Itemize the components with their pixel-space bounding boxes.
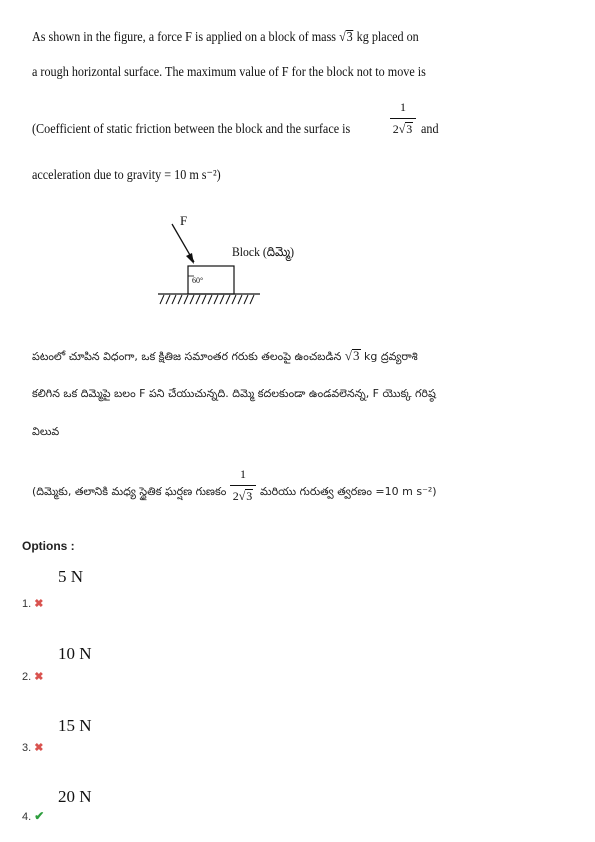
options-title: Options : xyxy=(22,539,75,553)
force-block-figure xyxy=(150,212,300,317)
sqrt-value: 3 xyxy=(346,29,353,44)
option-4-number xyxy=(22,809,44,823)
question-and: and xyxy=(421,121,439,136)
telugu-line-1 xyxy=(32,348,418,366)
fraction-bar xyxy=(390,118,416,119)
fraction-numerator: 1 xyxy=(400,100,406,114)
denominator-root: 3 xyxy=(406,122,413,136)
option-3-value: 15 N xyxy=(58,716,92,735)
force-arrow-head xyxy=(186,253,194,264)
fraction-denominator: 2√3 xyxy=(392,122,413,136)
telugu-text: పటంలో చూపిన విధంగా, ఒక క్షితిజ సమాంతర గరుకు తలంపై ఉంచబడిన xyxy=(32,350,342,363)
telugu-text: kg ద్రవ్యరాశి xyxy=(364,350,418,363)
question-line-4: acceleration due to gravity = 10 m s⁻²) xyxy=(32,167,221,182)
denominator-root: 3 xyxy=(246,489,253,503)
friction-fraction xyxy=(390,100,416,144)
question-line-1: As shown in the figure, a force F is applied on a block of mass √3 kg placed on xyxy=(32,29,419,44)
cross-icon: ✖ xyxy=(34,742,44,754)
question-text: (Coefficient of static friction between the block and the surface is xyxy=(32,121,351,136)
question-line-3 xyxy=(32,120,350,138)
telugu-line-2: కలిగిన ఒక దిమ్మెపై బలం F పని చేయుచున్నది. దిమ్మె కదలకుండా ఉండవలెనన్న, F యొక్క గరిష్ఠ xyxy=(32,387,436,400)
sqrt-value: 3 xyxy=(353,348,360,363)
cross-icon: ✖ xyxy=(34,598,44,610)
option-number-label: 1. xyxy=(22,598,32,610)
force-label: F xyxy=(180,213,188,228)
option-2-number xyxy=(22,670,43,683)
telugu-friction-fraction xyxy=(230,467,256,511)
checkmark-icon: ✔ xyxy=(34,809,45,823)
option-number-label: 2. xyxy=(22,671,32,683)
option-1-number xyxy=(22,597,43,610)
question-text: kg placed on xyxy=(356,29,419,44)
telugu-text: (దిమ్మెకు, తలానికి మధ్య స్థైతిక ఘర్షణ గుణకం xyxy=(32,485,227,498)
question-text: As shown in the figure, a force F is applied on a block of mass xyxy=(32,29,337,44)
telugu-line-4-end: మరియు గురుత్వ త్వరణం =10 m s⁻²) xyxy=(260,485,437,498)
telugu-sqrt: √3 xyxy=(344,348,360,363)
option-4-value: 20 N xyxy=(58,787,92,806)
option-3-number xyxy=(22,741,43,754)
fraction-denominator: 2√3 xyxy=(232,489,253,503)
option-1-value: 5 N xyxy=(58,567,84,586)
denominator-coefficient: 2 xyxy=(392,122,399,136)
telugu-line-3: విలువ xyxy=(32,425,60,438)
denominator-coefficient: 2 xyxy=(232,489,239,503)
ground-hatching xyxy=(160,295,254,304)
question-line-2: a rough horizontal surface. The maximum value of F for the block not to move is xyxy=(32,64,426,79)
telugu-line-4 xyxy=(32,485,226,501)
fraction-numerator: 1 xyxy=(240,467,246,481)
block-label: Block (దిమ్మె) xyxy=(232,244,295,259)
option-2-value: 10 N xyxy=(58,644,92,663)
fraction-bar xyxy=(230,485,256,486)
cross-icon: ✖ xyxy=(34,671,44,683)
angle-label: 60° xyxy=(192,276,204,285)
option-number-label: 3. xyxy=(22,742,32,754)
option-number-label: 4. xyxy=(22,811,32,823)
